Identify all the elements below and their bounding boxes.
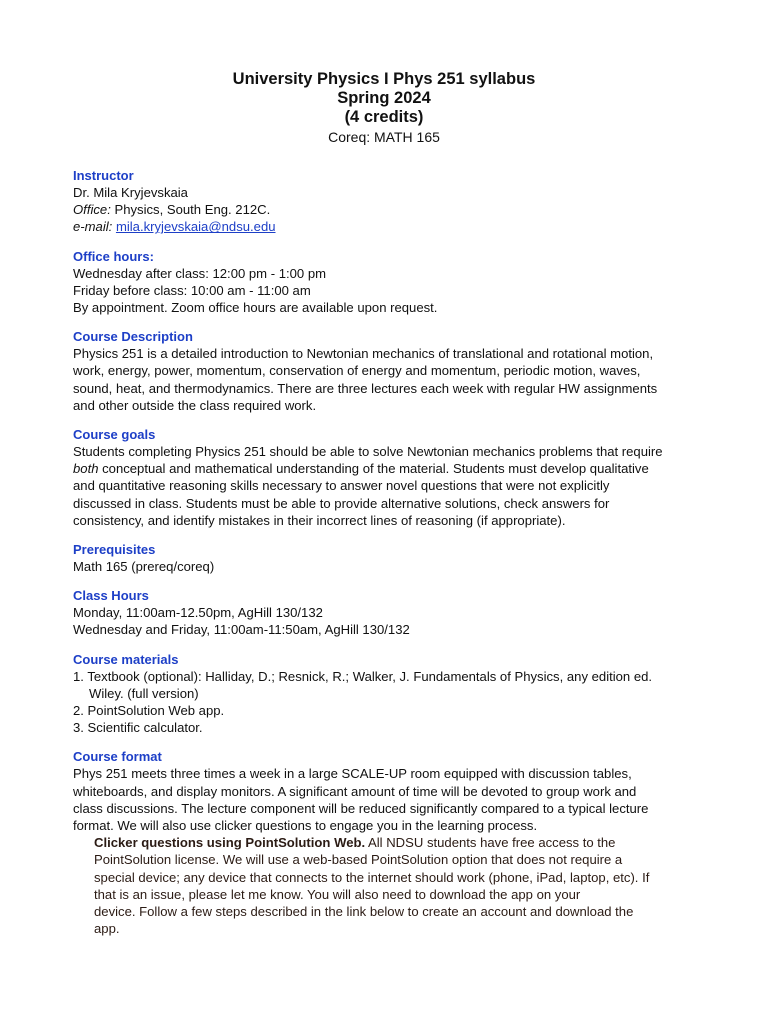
description-line: Physics 251 is a detailed introduction to Newtonian mechanics of translational and rotational motion, xyxy=(73,346,654,362)
class-hours-section xyxy=(73,587,713,638)
description-line: sound, heat, and thermodynamics. There are three lectures each week with regular HW assignments xyxy=(73,380,658,396)
clicker-line: PointSolution license. We will use a web-based PointSolution option that does not require a xyxy=(94,852,623,868)
clicker-line: device. Follow a few steps described in the link below to create an account and download the xyxy=(94,904,634,920)
credits-title: (4 credits) xyxy=(344,108,424,126)
course-format-heading: Course format xyxy=(73,749,162,765)
instructor-section xyxy=(73,167,713,236)
materials-item-app: 2. PointSolution Web app. xyxy=(73,703,225,719)
course-materials-section xyxy=(73,651,713,737)
format-line: Phys 251 meets three times a week in a large SCALE-UP room equipped with discussion tables, xyxy=(73,766,632,782)
office-value: Physics, South Eng. 212C. xyxy=(110,202,271,218)
goals-line-rest: conceptual and mathematical understanding of the material. Students must develop qualitative xyxy=(98,461,649,477)
office-hours-line: By appointment. Zoom office hours are available upon request. xyxy=(73,300,438,316)
coreq-text: Coreq: MATH 165 xyxy=(328,129,440,145)
office-hours-line: Friday before class: 10:00 am - 11:00 am xyxy=(73,282,311,298)
goals-emphasis: both xyxy=(73,461,99,477)
materials-item-calculator: 3. Scientific calculator. xyxy=(73,720,203,736)
course-goals-section xyxy=(73,426,713,529)
course-format-section xyxy=(73,748,713,937)
course-goals-heading: Course goals xyxy=(73,427,156,443)
email-label: e-mail: xyxy=(73,219,113,235)
office-hours-section xyxy=(73,248,713,317)
course-materials-heading: Course materials xyxy=(73,651,179,667)
description-line: and other outside the class required work. xyxy=(73,397,317,413)
clicker-line-rest: All NDSU students have free access to the xyxy=(365,835,616,851)
clicker-paragraph xyxy=(94,834,713,937)
class-hours-heading: Class Hours xyxy=(73,588,149,604)
title-block xyxy=(0,70,768,146)
class-hours-line: Monday, 11:00am-12.50pm, AgHill 130/132 xyxy=(73,605,323,621)
clicker-line: that is an issue, please let me know. You will also need to download the app on your xyxy=(94,886,581,902)
format-line: whiteboards, and display monitors. A significant amount of time will be devoted to group work and xyxy=(73,783,637,799)
office-hours-line: Wednesday after class: 12:00 pm - 1:00 pm xyxy=(73,265,327,281)
email-line xyxy=(73,218,713,235)
office-line xyxy=(73,201,713,218)
course-description-section xyxy=(73,328,713,414)
clicker-line: app. xyxy=(94,921,120,937)
page-title: University Physics I Phys 251 syllabus xyxy=(232,70,536,88)
office-hours-heading: Office hours: xyxy=(73,248,154,264)
format-line: class discussions. The lecture component will be reduced significantly compared to a typical lecture xyxy=(73,800,649,816)
goals-line: discussed in class. Students must be able to provide alternative solutions, check answers for xyxy=(73,495,610,511)
office-label: Office: xyxy=(73,202,111,218)
clicker-line: special device; any device that connects to the internet should work (phone, iPad, laptop, etc). If xyxy=(94,869,650,885)
clicker-line xyxy=(94,834,713,851)
instructor-heading: Instructor xyxy=(73,168,134,183)
instructor-name: Dr. Mila Kryjevskaia xyxy=(73,185,188,200)
prerequisites-text: Math 165 (prereq/coreq) xyxy=(73,559,215,575)
syllabus-body xyxy=(73,167,713,950)
prerequisites-heading: Prerequisites xyxy=(73,542,156,558)
goals-line xyxy=(73,460,713,477)
goals-line: Students completing Physics 251 should be able to solve Newtonian mechanics problems that require xyxy=(73,444,663,460)
format-line: format. We will also use clicker questions to engage you in the learning process. xyxy=(73,818,538,834)
goals-line: and quantitative reasoning skills necessary to answer novel questions that were not explicitly xyxy=(73,478,610,494)
email-link[interactable]: mila.kryjevskaia@ndsu.edu xyxy=(115,219,276,235)
materials-item-textbook-cont: Wiley. (full version) xyxy=(89,685,199,701)
goals-line: consistency, and identify mistakes in their incorrect lines of reasoning (if appropriate). xyxy=(73,512,566,528)
class-hours-line: Wednesday and Friday, 11:00am-11:50am, AgHill 130/132 xyxy=(73,622,410,638)
materials-item-textbook: 1. Textbook (optional): Halliday, D.; Resnick, R.; Walker, J. Fundamentals of Physics, any edition ed. xyxy=(73,668,653,684)
prerequisites-section xyxy=(73,541,713,575)
description-line: work, energy, power, momentum, conservation of energy and momentum, periodic motion, waves, xyxy=(73,363,641,379)
term-title: Spring 2024 xyxy=(337,89,431,107)
clicker-heading: Clicker questions using PointSolution Web. xyxy=(94,835,366,851)
course-description-heading: Course Description xyxy=(73,329,193,345)
